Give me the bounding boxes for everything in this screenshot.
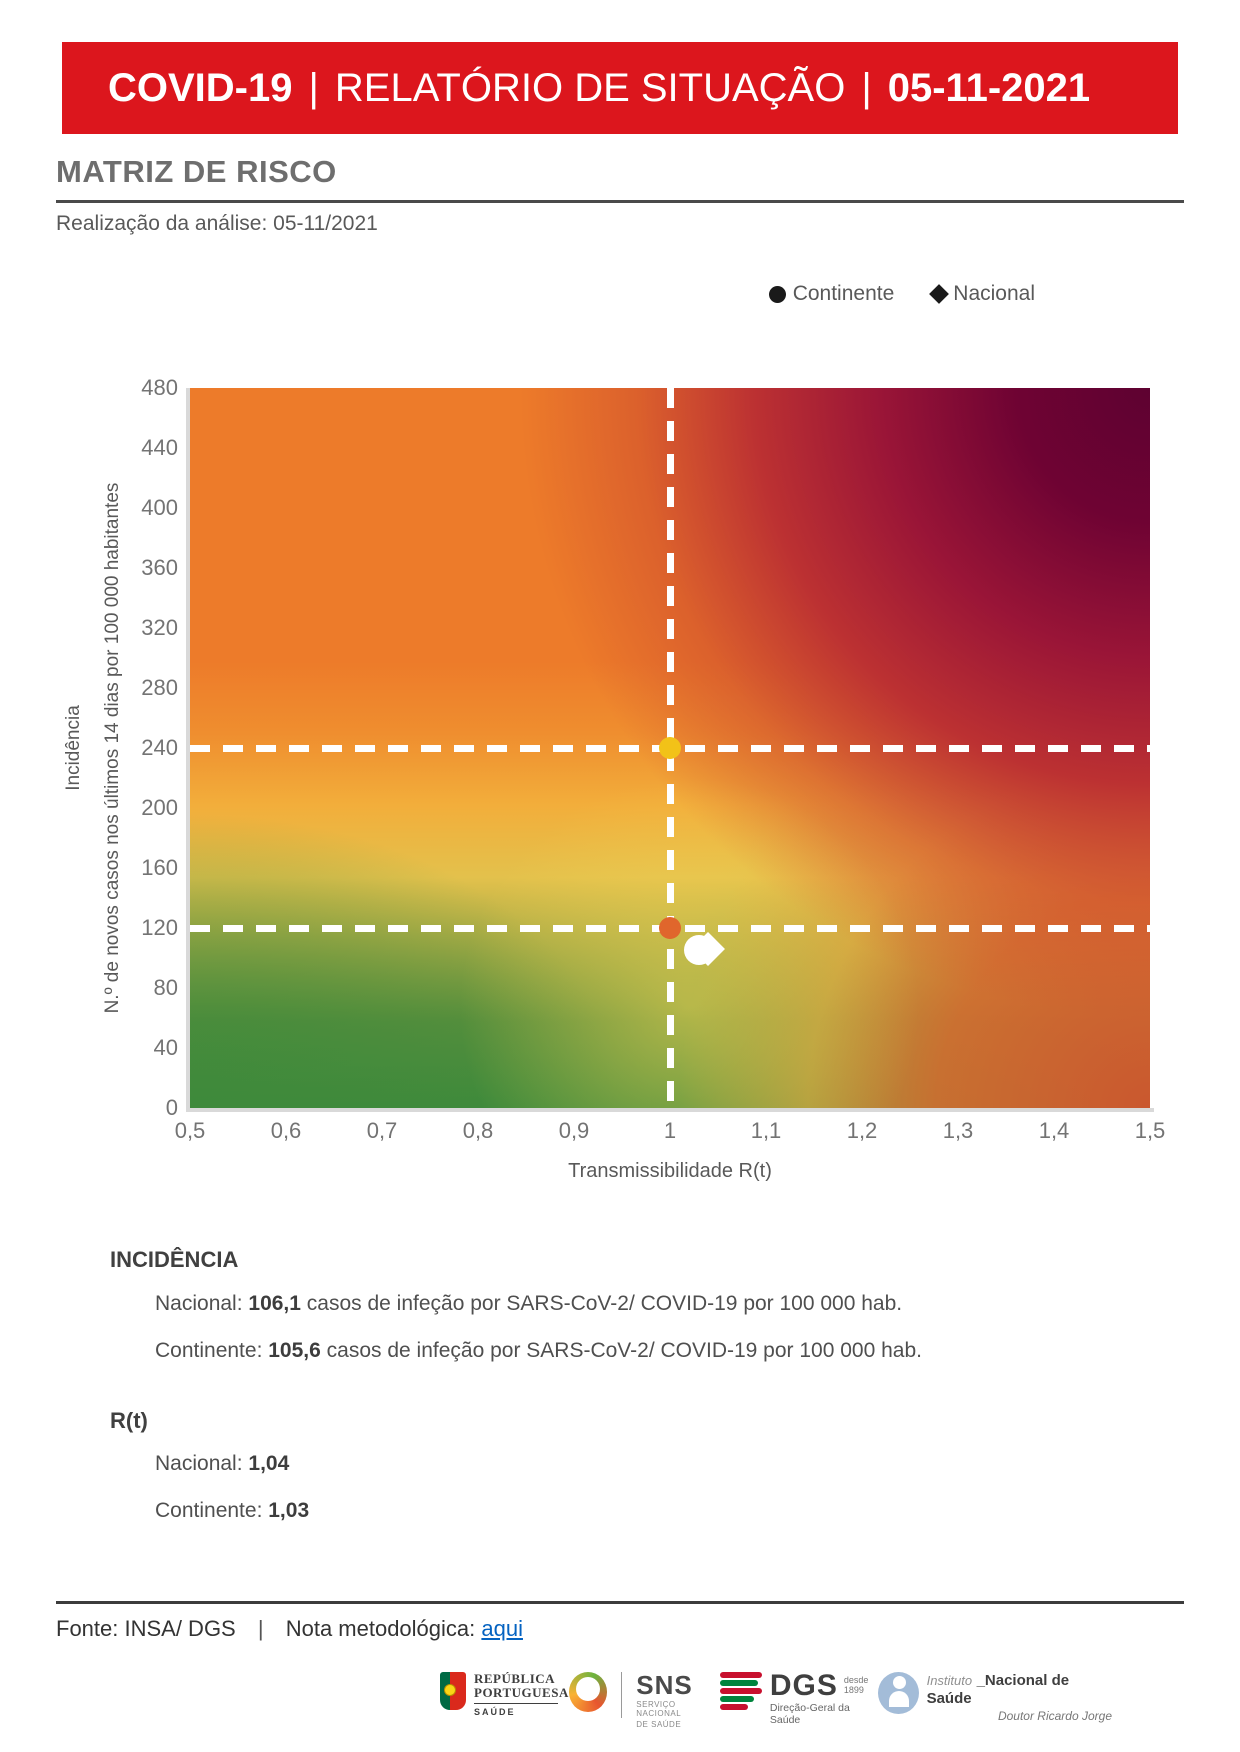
insa-prefix: Instituto	[926, 1673, 973, 1688]
dgs-abbr: DGS	[769, 1669, 838, 1702]
x-tick-label: 0,6	[270, 1118, 302, 1143]
x-tick-label: 1,2	[846, 1118, 878, 1143]
dgs-bar	[720, 1696, 754, 1702]
dgs-ribbon-icon	[720, 1672, 762, 1712]
page-title: MATRIZ DE RISCO	[56, 154, 337, 189]
x-axis-title: Transmissibilidade R(t)	[568, 1160, 772, 1182]
sns-subtitle-line2: DE SAÚDE	[636, 1720, 682, 1729]
y-tick-label: 200	[141, 795, 178, 820]
republica-text-line2: PORTUGUESA	[474, 1685, 569, 1700]
rt-nacional-line	[155, 1452, 289, 1476]
sns-circle-icon	[569, 1672, 607, 1712]
x-tick-label: 1,4	[1038, 1118, 1070, 1143]
title-divider	[56, 200, 1184, 203]
armillary-sphere-icon	[444, 1684, 456, 1696]
logo-insa	[878, 1672, 1112, 1723]
y-tick-label: 240	[141, 735, 178, 760]
republica-saude-label: SAÚDE	[474, 1707, 516, 1717]
dgs-bar	[720, 1704, 748, 1710]
logo-sns	[569, 1672, 720, 1729]
line-suffix: casos de infeção por SARS-CoV-2/ COVID-19 por 100 000 hab.	[300, 1292, 903, 1315]
footer-source-line	[56, 1616, 523, 1642]
rt-continente-line	[155, 1499, 309, 1523]
methodology-link[interactable]: aqui	[481, 1616, 523, 1641]
footer-note-label: Nota metodológica:	[285, 1616, 476, 1641]
incidencia-continente-line	[155, 1339, 922, 1363]
x-tick-label: 1,5	[1134, 1118, 1166, 1143]
x-tick-label: 1,3	[942, 1118, 974, 1143]
y-tick-label: 120	[141, 915, 178, 940]
institutional-logos	[440, 1669, 1112, 1752]
line-label: Nacional:	[155, 1292, 249, 1315]
header-subtitle: RELATÓRIO DE SITUAÇÃO	[334, 65, 846, 110]
x-tick-label: 0,5	[174, 1118, 206, 1143]
footer-source: Fonte: INSA/ DGS	[56, 1616, 236, 1641]
y-tick-label: 440	[141, 435, 178, 460]
logo-republica-portuguesa	[440, 1672, 569, 1717]
line-label: Continente:	[155, 1499, 269, 1522]
report-header-banner	[62, 42, 1178, 134]
sns-divider	[621, 1672, 622, 1718]
sns-abbr: SNS	[636, 1670, 693, 1700]
y-tick-label: 40	[153, 1035, 178, 1060]
dgs-since-label	[844, 1675, 869, 1695]
y-axis-title-incidencia: Incidência	[63, 705, 84, 791]
rt-nacional-value: 1,04	[248, 1452, 290, 1475]
header-separator: |	[861, 65, 872, 110]
incidencia-nacional-line	[155, 1292, 902, 1316]
y-tick-label: 0	[165, 1095, 178, 1120]
circle-marker-icon	[769, 286, 786, 303]
y-tick-label: 160	[141, 855, 178, 880]
dgs-since-year: 1899	[843, 1685, 864, 1695]
header-separator: |	[308, 65, 319, 110]
analysis-date-line: Realização da análise: 05-11/2021	[56, 212, 378, 235]
legend-label: Continente	[792, 282, 895, 305]
insa-name: _Nacional de Saúde	[926, 1672, 1070, 1707]
sns-circle-center	[576, 1677, 600, 1701]
y-tick-label: 400	[141, 495, 178, 520]
y-tick-label: 360	[141, 555, 178, 580]
republica-rule	[474, 1703, 558, 1704]
header-date: 05-11-2021	[887, 65, 1091, 110]
line-suffix: casos de infeção por SARS-CoV-2/ COVID-19 por 100 000 hab.	[320, 1339, 922, 1362]
legend-label: Nacional	[953, 282, 1035, 305]
portugal-flag-icon	[440, 1672, 466, 1710]
line-label: Continente:	[155, 1339, 269, 1362]
header-title: COVID-19	[108, 65, 293, 110]
x-tick-label: 0,7	[366, 1118, 398, 1143]
dgs-since-word: desde	[843, 1675, 869, 1685]
sns-subtitle-line1: SERVIÇO NACIONAL	[636, 1700, 682, 1718]
x-tick-label: 0,9	[558, 1118, 590, 1143]
footer-separator: |	[257, 1616, 264, 1641]
threshold-intersection-dot	[659, 737, 681, 759]
rt-heading: R(t)	[110, 1408, 148, 1433]
rt-continente-value: 1,03	[268, 1499, 310, 1522]
risk-matrix-heatmap	[190, 388, 1150, 1108]
y-tick-label: 480	[141, 375, 178, 400]
insa-person-head	[893, 1676, 906, 1689]
y-tick-label: 280	[141, 675, 178, 700]
x-tick-label: 0,8	[462, 1118, 494, 1143]
dgs-bar	[720, 1672, 762, 1678]
insa-person-icon	[878, 1672, 919, 1714]
x-axis-line	[186, 1108, 1154, 1112]
dgs-bar	[720, 1688, 762, 1694]
republica-text-line1: REPÚBLICA	[474, 1671, 556, 1686]
legend-item-nacional	[932, 282, 1035, 306]
incidencia-continente-value: 105,6	[268, 1339, 321, 1362]
incidencia-nacional-value: 106,1	[248, 1292, 301, 1315]
line-label: Nacional:	[155, 1452, 249, 1475]
y-tick-label: 80	[153, 975, 178, 1000]
diamond-marker-icon	[929, 284, 949, 304]
x-tick-label: 1	[663, 1118, 677, 1143]
footer-divider	[56, 1601, 1184, 1604]
logo-dgs	[720, 1669, 878, 1726]
y-tick-label: 320	[141, 615, 178, 640]
incidencia-heading: INCIDÊNCIA	[110, 1247, 239, 1272]
threshold-intersection-dot	[659, 917, 681, 939]
chart-legend	[769, 282, 1035, 306]
legend-item-continente	[769, 282, 895, 306]
dgs-subtitle: Direção-Geral da Saúde	[769, 1702, 850, 1726]
dgs-bar	[720, 1680, 758, 1686]
insa-person-body	[889, 1691, 909, 1707]
y-axis-title-detail: N.º de novos casos nos últimos 14 dias por 100 000 habitantes	[102, 482, 123, 1014]
x-tick-label: 1,1	[750, 1118, 782, 1143]
insa-subtitle: Doutor Ricardo Jorge	[997, 1709, 1112, 1723]
